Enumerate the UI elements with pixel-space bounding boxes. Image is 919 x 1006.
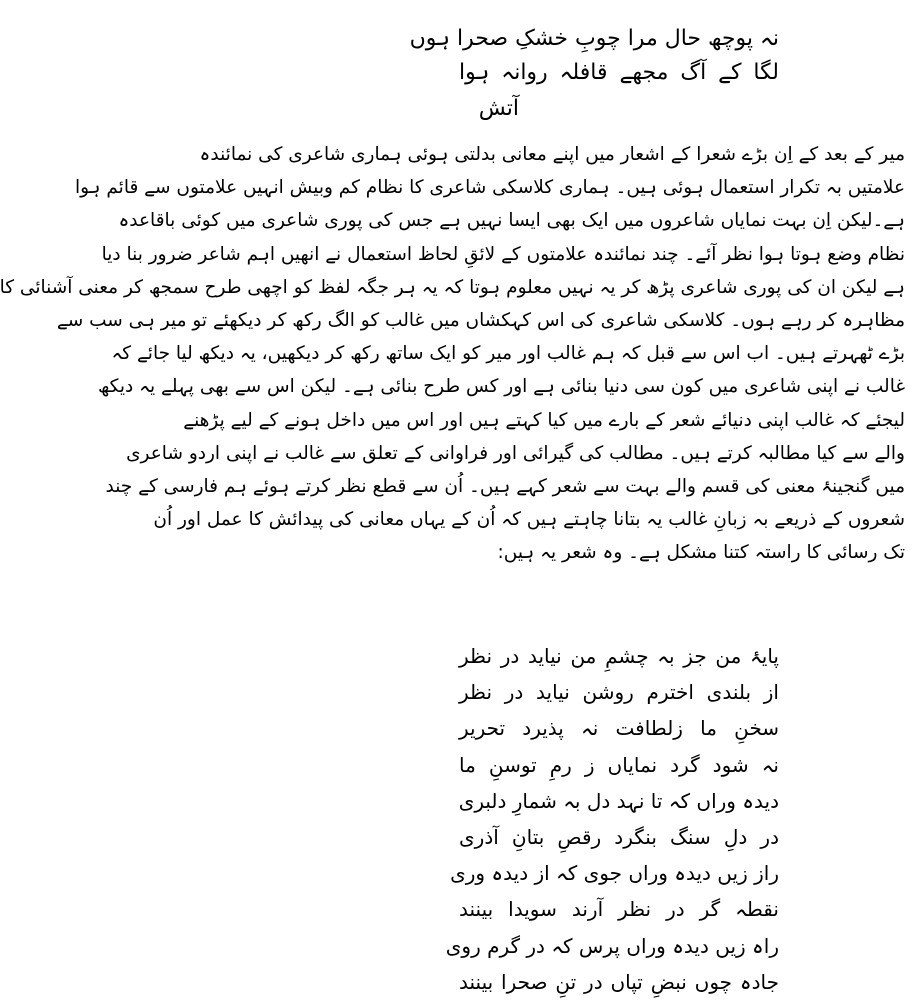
- couplet-line: نہ پوچھ حال مرا چوبِ خشکِ صحرا ہوں: [409, 26, 779, 51]
- prose-line: شعروں کے ذریعے بہ زبانِ غالب یہ بتانا چاہتے ہیں کہ اُن کے یہاں معانی کی پیدائش کا عمل اور اُن: [153, 509, 905, 531]
- verse-line: از بلندی اخترم روشن نیاید در نظر: [459, 680, 779, 705]
- prose-line: لیجئے کہ غالب اپنی دنیائے شعر کے بارے میں کیا کہتے ہیں اور اس میں داخل ہونے کے لیے پڑھنے: [183, 409, 905, 431]
- prose-line: علامتیں بہ تکرار استعمال ہوئی ہیں۔ ہماری کلاسکی شاعری کا نظام کم وبیش انہیں علامتوں سے قائم ہوا: [74, 177, 905, 199]
- prose-line: نظام وضع ہوتا ہوا نظر آئے۔ چند نمائندہ علامتوں کے لائقِ لحاظ استعمال نے انھیں اہم شاعر ضرور بنا دیا: [101, 243, 905, 265]
- prose-line: میر کے بعد کے اِن بڑے شعرا کے اشعار میں اپنے معانی بدلتی ہوئی ہماری شاعری کی نمائندہ: [199, 144, 905, 165]
- prose-body: [0, 138, 905, 570]
- prose-line: مظاہرہ کر رہے ہوں۔ کلاسکی شاعری کی اس کہکشاں میں غالب کو الگ رکھ کر دیکھئے تو میر ہی سب سے: [56, 310, 905, 332]
- prose-line: والے سے کیا مطالبہ کرتے ہیں۔ مطالب کی گیرائی اور فراوانی کے تعلق سے غالب نے اپنی اردو شاعری: [126, 442, 905, 464]
- prose-line: غالب نے اپنی شاعری میں کون سی دنیا بنائی ہے اور کس طرح بنائی ہے۔ لیکن اس سے بھی پہلے یہ دیکھ: [97, 376, 905, 398]
- verse-line: راہ زیں دیدہ وراں پرس کہ در گرم روی: [445, 933, 779, 958]
- verse-line: پایۂ من جز بہ چشمِ من نیاید در نظر: [459, 644, 779, 668]
- verse-line: راز زیں دیدہ وراں جوی کہ از دیدہ وری: [450, 861, 779, 886]
- prose-line: میں گنجینۂ معنی کی قسم والے بہت سے شعر کہے ہیں۔ اُن سے قطع نظر کرتے ہوئے ہم فارسی کے چند: [105, 476, 905, 498]
- verse-line: سخنِ ما زلطافت نہ پذیرد تحریر: [459, 716, 779, 741]
- verse-line: جادہ چوں نبضِ تپاں در تنِ صحرا بینند: [459, 969, 779, 994]
- prose-line: ہے لیکن ان کی پوری شاعری پڑھ کر یہ نہیں معلوم ہوتا کہ یہ ہر جگہ لفظ کو اچھی طرح سمجھ کر معنی آشنائی کا: [0, 276, 905, 298]
- verse-line: دیدہ وراں کہ تا نہد دل بہ شمارِ دلبری: [458, 788, 779, 813]
- prose-line: ہے۔لیکن اِن بہت نمایاں شاعروں میں ایک بھی ایسا نہیں ہے جس کی پوری شاعری میں کوئی باقاعدہ: [118, 210, 905, 232]
- prose-line: بڑے ٹھہرتے ہیں۔ اب اس سے قبل کہ ہم غالب اور میر کو ایک ساتھ رکھ کر دیکھیں، یہ دیکھ لیا جائے کہ: [111, 343, 905, 365]
- verse-line: در دلِ سنگ بنگرد رقصِ بتانِ آذری: [459, 825, 779, 850]
- prose-line: تک رسائی کا راستہ کتنا مشکل ہے۔ وہ شعر یہ ہیں:: [497, 542, 905, 564]
- verse-line: نہ شود گرد نمایاں ز رمِ توسنِ ما: [459, 752, 779, 777]
- opening-couplet: [409, 22, 779, 90]
- verse-line: نقطہ گر در نظر آرند سویدا بینند: [459, 897, 779, 922]
- poet-attribution: آتش: [478, 96, 519, 121]
- persian-verses: [445, 638, 779, 1000]
- couplet-line: لگا کے آگ مجھے قافلہ روانہ ہوا: [459, 60, 779, 85]
